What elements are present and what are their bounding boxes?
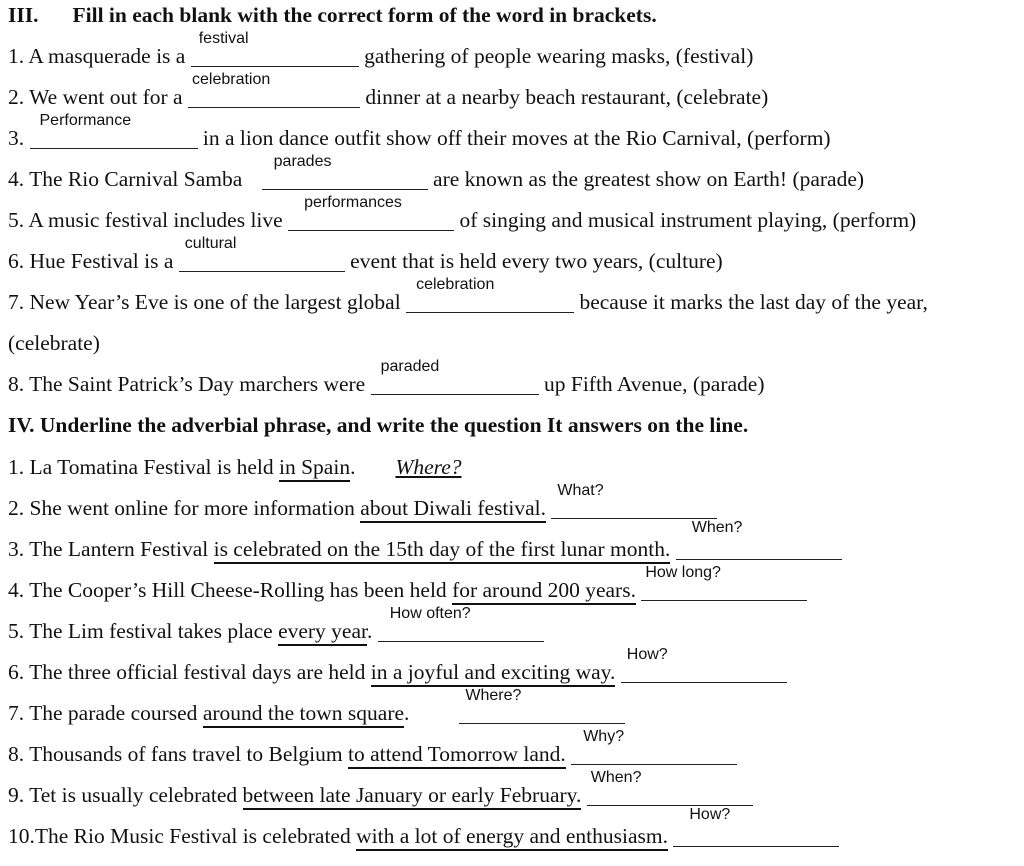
exercise-4-item-6 (8, 646, 787, 685)
item-text: 4. The Rio Carnival Samba (8, 167, 243, 191)
exercise-3-item-7-continuation: (celebrate) (8, 331, 100, 355)
item-text: 6. Hue Festival is a (8, 249, 174, 273)
answer-blank[interactable] (676, 519, 842, 560)
answer-blank[interactable] (371, 358, 539, 395)
item-text: in a lion dance outfit show off their moves at the Rio Carnival, (perform) (202, 126, 831, 150)
item-text: 2. We went out for a (8, 85, 183, 109)
item-text: gathering of people wearing masks, (festival) (364, 44, 754, 68)
answer-blank[interactable] (288, 194, 454, 231)
answer-text: How often? (389, 605, 471, 622)
answer-text: Why? (583, 728, 625, 745)
exercise-4-item-3 (8, 519, 842, 562)
item-text: 1. A masquerade is a (8, 44, 186, 68)
exercise-3-item-4 (8, 153, 865, 192)
answer-text: Performance (39, 112, 132, 129)
exercise-3-item-2 (8, 71, 769, 110)
answer-text: celebration (416, 276, 495, 293)
item-text: 3. (8, 126, 25, 150)
exercise-4-item-1 (8, 454, 462, 480)
answer-text: festival (198, 30, 249, 47)
answer-text: celebration (191, 71, 271, 88)
item-text: 10.The Rio Music Festival is celebrated (8, 824, 357, 848)
answer-blank[interactable] (641, 564, 807, 601)
item-text: 6. The three official festival days are held (8, 660, 371, 684)
item-text: 1. La Tomatina Festival is held (8, 455, 279, 479)
exercise-4-item-7 (8, 687, 625, 726)
answer-text: parades (273, 153, 332, 170)
item-text: because it marks the last day of the year, (579, 290, 928, 314)
answer-text: How? (689, 806, 731, 823)
item-text: 4. The Cooper’s Hill Cheese-Rolling has been held (8, 578, 453, 602)
question-answer: Where? (395, 455, 462, 479)
adverbial-phrase: to attend Tomorrow land. (348, 742, 566, 769)
answer-text: paraded (380, 358, 440, 375)
item-text: 3. The Lantern Festival (8, 537, 214, 561)
item-text: of singing and musical instrument playing, (perform) (459, 208, 917, 232)
exercise-3-item-7 (8, 276, 928, 315)
adverbial-phrase: every year (278, 619, 367, 646)
item-text: 9. Tet is usually celebrated (8, 783, 243, 807)
answer-blank[interactable] (30, 112, 198, 149)
answer-text: How long? (645, 564, 721, 581)
exercise-3-item-5 (8, 194, 917, 233)
answer-blank[interactable] (378, 605, 544, 642)
item-text: event that is held every two years, (culture) (350, 249, 723, 273)
section-3-title: Fill in each blank with the correct form of the word in brackets. (72, 3, 657, 27)
exercise-4-item-10 (8, 806, 839, 849)
answer-text: How? (626, 646, 668, 663)
adverbial-phrase: around the town square (203, 701, 404, 728)
answer-blank[interactable] (621, 646, 787, 683)
answer-blank[interactable] (459, 687, 625, 724)
answer-text: Where? (465, 687, 522, 704)
exercise-3-item-8 (8, 358, 765, 397)
answer-text: When? (691, 519, 743, 536)
exercise-3-item-6 (8, 235, 723, 274)
answer-text: performances (304, 194, 402, 211)
adverbial-phrase: for around 200 years. (452, 578, 636, 605)
item-text: . (350, 455, 356, 479)
adverbial-phrase: about Diwali festival. (360, 496, 546, 523)
answer-blank[interactable] (673, 806, 839, 847)
item-text: . (404, 701, 410, 725)
exercise-4-item-4 (8, 564, 807, 603)
item-text: dinner at a nearby beach restaurant, (celebrate) (365, 85, 769, 109)
exercise-3-item-3 (8, 112, 831, 151)
adverbial-phrase: with a lot of energy and enthusiasm. (356, 824, 668, 851)
answer-blank[interactable] (551, 482, 717, 519)
item-text: 7. The parade coursed (8, 701, 203, 725)
section-3-heading (8, 2, 657, 28)
item-text: 5. The Lim festival takes place (8, 619, 279, 643)
section-4-heading: IV. Underline the adverbial phrase, and write the question It answers on the line. (8, 413, 749, 437)
item-text: 8. Thousands of fans travel to Belgium (8, 742, 348, 766)
answer-blank[interactable] (262, 153, 428, 190)
exercise-3-item-1 (8, 30, 754, 69)
item-text: . (367, 619, 373, 643)
section-3-number: III. (8, 3, 39, 27)
item-text: 2. She went online for more information (8, 496, 361, 520)
item-text: 7. New Year’s Eve is one of the largest global (8, 290, 401, 314)
exercise-4-item-8 (8, 728, 737, 767)
item-text: up Fifth Avenue, (parade) (543, 372, 765, 396)
adverbial-phrase: in a joyful and exciting way. (371, 660, 616, 687)
answer-blank[interactable] (191, 30, 359, 67)
answer-blank[interactable] (406, 276, 574, 313)
answer-blank[interactable] (587, 769, 753, 806)
adverbial-phrase: between late January or early February. (243, 783, 582, 810)
answer-blank[interactable] (179, 235, 345, 272)
item-text: are known as the greatest show on Earth! (parade) (433, 167, 865, 191)
item-text: 5. A music festival includes live (8, 208, 283, 232)
adverbial-phrase: is celebrated on the 15th day of the first lunar month. (214, 537, 671, 564)
answer-text: When? (590, 769, 642, 786)
answer-blank[interactable] (188, 71, 360, 108)
answer-blank[interactable] (571, 728, 737, 765)
exercise-4-item-2 (8, 482, 717, 521)
adverbial-phrase: in Spain (279, 455, 350, 482)
answer-text: What? (557, 482, 604, 499)
exercise-4-item-5 (8, 605, 544, 644)
exercise-4-item-9 (8, 769, 753, 808)
item-text: 8. The Saint Patrick’s Day marchers were (8, 372, 366, 396)
answer-text: cultural (184, 235, 237, 252)
